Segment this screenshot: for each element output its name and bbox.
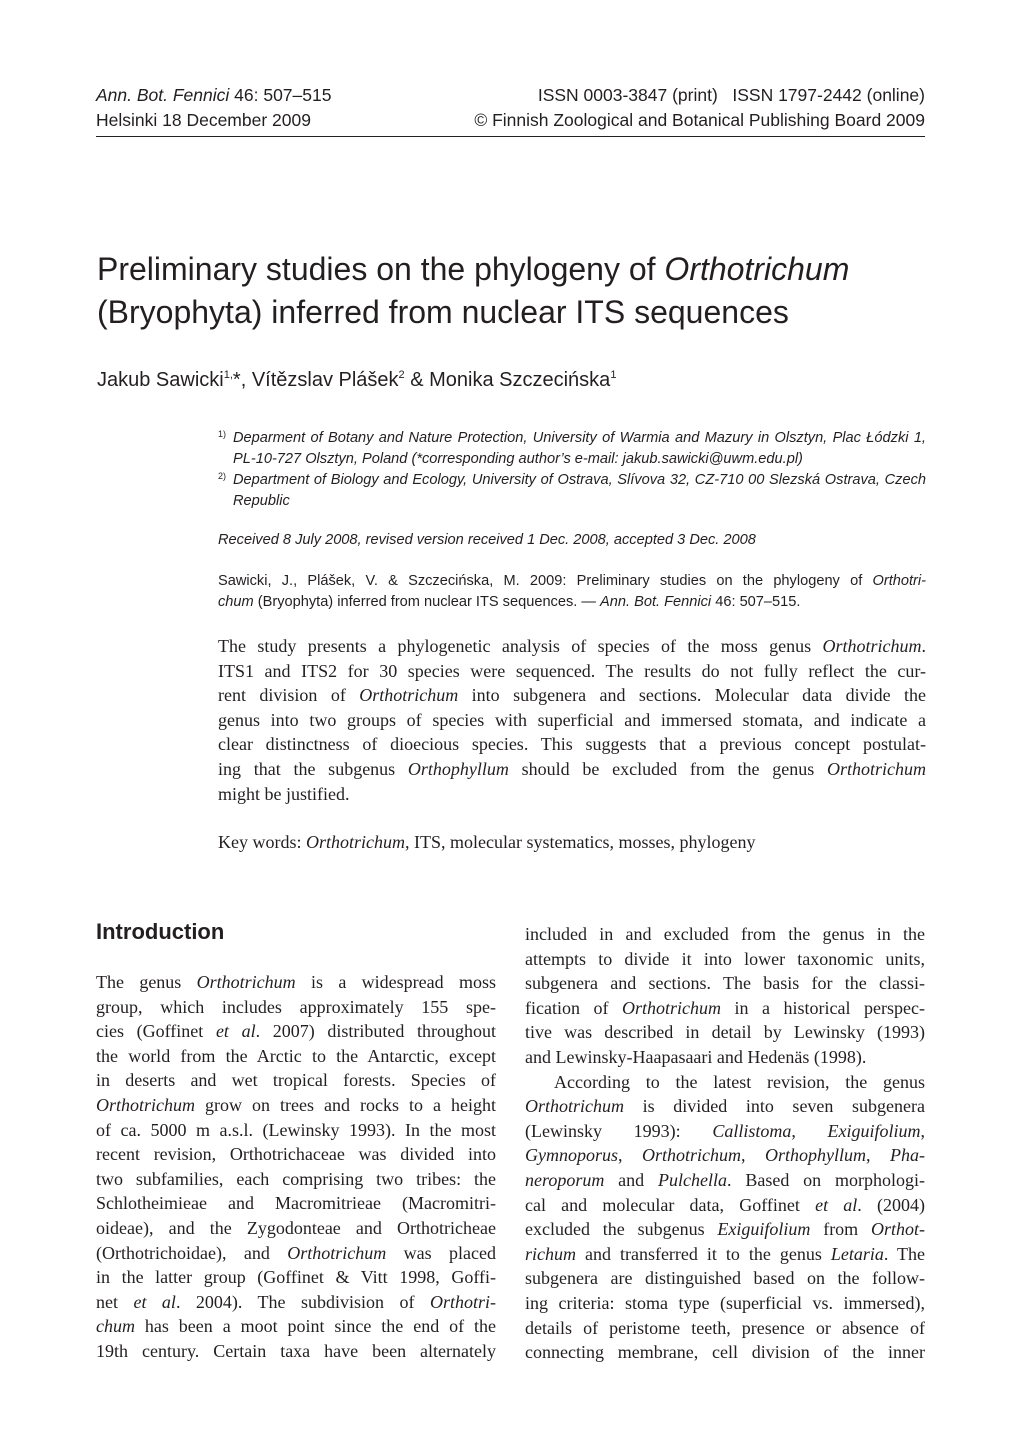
running-header-line-1 (96, 84, 925, 106)
genus: Orthophyllum (407, 758, 509, 779)
affiliation-text: Department of Biology and Ecology, University of Ostrava, Slívova 32, CZ-710 00 Slezská Ostrava, Czech Republic (233, 472, 926, 509)
volume-pages: 46: 507–515 (229, 85, 332, 105)
body-line (96, 1314, 496, 1339)
author-3: Monika Szczecińska (429, 369, 611, 391)
author-2-affil: 2 (398, 369, 405, 381)
subgenus: neroporum (525, 1169, 605, 1190)
body-line: 19th century. Certain taxa have been alternately (96, 1340, 496, 1361)
text: The study presents a phylogenetic analysis of species of the moss genus (218, 636, 823, 656)
abstract-line: might be justified. (218, 783, 350, 804)
body-line: and Lewinsky-Haapasaari and Hedenäs (1998). (525, 1046, 867, 1067)
text: . (2004) (857, 1194, 925, 1215)
keywords (218, 830, 755, 854)
genus: Letaria (830, 1243, 884, 1264)
journal-name: Ann. Bot. Fennici (96, 85, 230, 105)
text: , (791, 1120, 828, 1141)
subgenus: Orthophyllum (765, 1145, 866, 1166)
text: . 2004). The subdivision of (175, 1291, 430, 1312)
text: is divided into seven subgenera (624, 1096, 925, 1117)
body-line: oideae), and the Zygodonteae and Orthotricheae (96, 1217, 496, 1238)
text: rent division of (218, 685, 360, 706)
genus: richum (525, 1243, 576, 1264)
copyright: © Finnish Zoological and Botanical Publishing Board 2009 (474, 110, 925, 130)
body-line (525, 996, 925, 1021)
body-line: tive was described in detail by Lewinsky (1993) (525, 1022, 925, 1043)
author-1: Jakub Sawicki (97, 369, 224, 391)
abstract-line (218, 683, 926, 708)
text: in a historical perspec- (721, 997, 925, 1018)
author-list (97, 367, 616, 393)
et-al: et al (215, 1021, 256, 1042)
running-header-line-2 (96, 109, 925, 131)
keyword-genus: Orthotrichum (306, 832, 405, 852)
author-1-affil: 1, (223, 369, 233, 381)
genus: Orthot- (871, 1219, 925, 1240)
body-line: subgenera and sections. The basis for the classi- (525, 973, 925, 994)
text: was placed (386, 1242, 496, 1263)
genus: Orthotrichum (822, 636, 922, 656)
body-line: two subfamilies, each comprising two tribes: the (96, 1168, 496, 1189)
body-line: included in and excluded from the genus in the (525, 924, 925, 944)
affiliation-1 (218, 428, 926, 470)
text: grow on trees and rocks to a height (195, 1094, 496, 1115)
subgenus: Exiguifolium (827, 1120, 921, 1141)
text: , (920, 1120, 925, 1141)
paper-title (97, 248, 927, 334)
header-rule (96, 136, 925, 137)
text: . (921, 636, 926, 656)
citation-line (218, 571, 926, 592)
author-3-affil: 1 (610, 369, 617, 381)
abstract-line (218, 757, 926, 782)
body-line (525, 1094, 925, 1119)
text: is a widespread moss (295, 972, 496, 992)
section-heading-introduction: Introduction (96, 919, 225, 944)
body-line: Schlotheimieae and Macromitrieae (Macromitri- (96, 1193, 496, 1214)
subgenus: Pha- (890, 1145, 925, 1166)
genus: Orthotrichum (287, 1242, 387, 1263)
et-al: et al (133, 1291, 176, 1312)
body-line (525, 1119, 925, 1144)
text: has been a moot point since the end of the (135, 1316, 496, 1337)
text: into subgenera and sections. Molecular data divide the (458, 685, 926, 706)
text: . 2007) distributed throughout (255, 1021, 496, 1042)
body-line (96, 1241, 496, 1266)
text: , (618, 1145, 642, 1166)
abstract-line: clear distinctness of dioecious species. This suggests that a previous concept postulat- (218, 734, 926, 755)
text: (Lewinsky 1993): (525, 1120, 713, 1141)
body-line (96, 1093, 496, 1118)
body-line: details of peristome teeth, presence or absence of (525, 1317, 925, 1338)
journal-citation (96, 84, 331, 106)
text: from (810, 1219, 871, 1240)
title-text: Preliminary studies on the phylogeny of (97, 251, 665, 287)
text: fication of (525, 997, 622, 1018)
abstract-line: ITS1 and ITS2 for 30 species were sequenced. The results do not fully reflect the cur- (218, 660, 926, 681)
body-line (96, 970, 496, 995)
affiliation-2 (218, 470, 926, 512)
place-date: Helsinki 18 December 2009 (96, 110, 311, 130)
title-line-1 (97, 248, 927, 291)
body-line (96, 1290, 496, 1315)
body-line: According to the latest revision, the genus (554, 1071, 925, 1092)
body-column-right (525, 922, 925, 1365)
corresponding-mark: *, (232, 369, 252, 391)
body-line: subgenera are distinguished based on the follow- (525, 1268, 925, 1289)
subgenus: Callistoma (712, 1120, 792, 1141)
text: The genus (96, 972, 197, 992)
subgenus: Gymnoporus (525, 1145, 618, 1166)
citation-journal: Ann. Bot. Fennici (600, 594, 712, 610)
body-line: attempts to divide it into lower taxonomic units, (525, 948, 925, 969)
body-line (96, 1019, 496, 1044)
text: ing that the subgenus (218, 758, 408, 779)
body-line: the world from the Arctic to the Antarctic, except (96, 1045, 496, 1066)
genus: Orthotrichum (525, 1096, 624, 1117)
body-line (525, 1217, 925, 1242)
genus: Orthotrichum (196, 972, 296, 992)
body-line: recent revision, Orthotrichaceae was divided into (96, 1144, 496, 1165)
text: . Based on morphologi- (727, 1169, 925, 1190)
subgenus: Orthotrichum (642, 1145, 741, 1166)
text: should be excluded from the genus (508, 758, 827, 779)
body-line (525, 1168, 925, 1193)
text: excluded the subgenus (525, 1219, 718, 1240)
title-line-2: (Bryophyta) inferred from nuclear ITS sequences (97, 294, 789, 330)
citation (218, 571, 926, 613)
affiliation-number: 1) (218, 429, 227, 439)
genus: Orthotrichum (359, 685, 459, 706)
author-separator: & (404, 369, 430, 391)
text: . The (883, 1243, 925, 1264)
keywords-label: Key words: (218, 832, 306, 852)
body-line: in the latter group (Goffinet & Vitt 1998, Goffi- (96, 1267, 496, 1288)
body-line: in deserts and wet tropical forests. Species of (96, 1070, 496, 1091)
subgenus: Pulchella (658, 1169, 727, 1190)
keywords-rest: , ITS, molecular systematics, mosses, phylogeny (405, 832, 756, 852)
abstract (218, 634, 926, 806)
subgenus: Exiguifolium (717, 1219, 811, 1240)
citation-genus: Orthotri- (872, 573, 926, 589)
body-line: group, which includes approximately 155 spe- (96, 996, 496, 1017)
genus: Orthotri- (429, 1291, 496, 1312)
affiliation-number: 2) (218, 471, 227, 481)
text: , (741, 1145, 765, 1166)
author-2: Vítězslav Plášek (251, 369, 399, 391)
body-line: ing criteria: stoma type (superficial vs. immersed), (525, 1292, 925, 1313)
text: (Orthotrichoidae), and (96, 1242, 288, 1263)
text: cal and molecular data, Goffinet (525, 1194, 816, 1215)
abstract-line (218, 634, 926, 659)
affiliation-text: Deparment of Botany and Nature Protection, University of Warmia and Mazury in Olsztyn, Plac Łódzki 1, PL-10-727 Olsztyn, Poland (*corresponding author’s e-mail: jakub.sawicki@uwm.edu.pl) (233, 430, 926, 467)
body-line (525, 1242, 925, 1267)
text: , (866, 1145, 890, 1166)
received-dates: Received 8 July 2008, revised version received 1 Dec. 2008, accepted 3 Dec. 2008 (218, 532, 756, 548)
genus: chum (96, 1316, 135, 1337)
citation-text: 46: 507–515. (711, 594, 801, 610)
abstract-line: genus into two groups of species with superficial and immersed stomata, and indicate a (218, 709, 926, 730)
genus: Orthotrichum (622, 997, 721, 1018)
body-line: connecting membrane, cell division of the inner (525, 1342, 925, 1363)
text: cies (Goffinet (96, 1021, 216, 1042)
citation-text: (Bryophyta) inferred from nuclear ITS sequences. — (253, 594, 601, 610)
body-column-left (96, 970, 496, 1364)
text: and transferred it to the genus (576, 1243, 831, 1264)
title-genus: Orthotrichum (664, 251, 850, 287)
genus: Orthotrichum (827, 758, 926, 779)
citation-line (218, 592, 926, 613)
citation-text: Sawicki, J., Plášek, V. & Szczecińska, M. 2009: Preliminary studies on the phylogeny of (218, 573, 873, 589)
citation-genus: chum (218, 594, 254, 610)
body-line: of ca. 5000 m a.s.l. (Lewinsky 1993). In the most (96, 1119, 496, 1140)
text: and (604, 1169, 659, 1190)
body-line (525, 1193, 925, 1218)
issn: ISSN 0003-3847 (print) ISSN 1797-2442 (online) (537, 85, 925, 105)
body-line (525, 1143, 925, 1168)
et-al: et al (815, 1194, 858, 1215)
genus: Orthotrichum (96, 1094, 195, 1115)
text: net (96, 1291, 134, 1312)
